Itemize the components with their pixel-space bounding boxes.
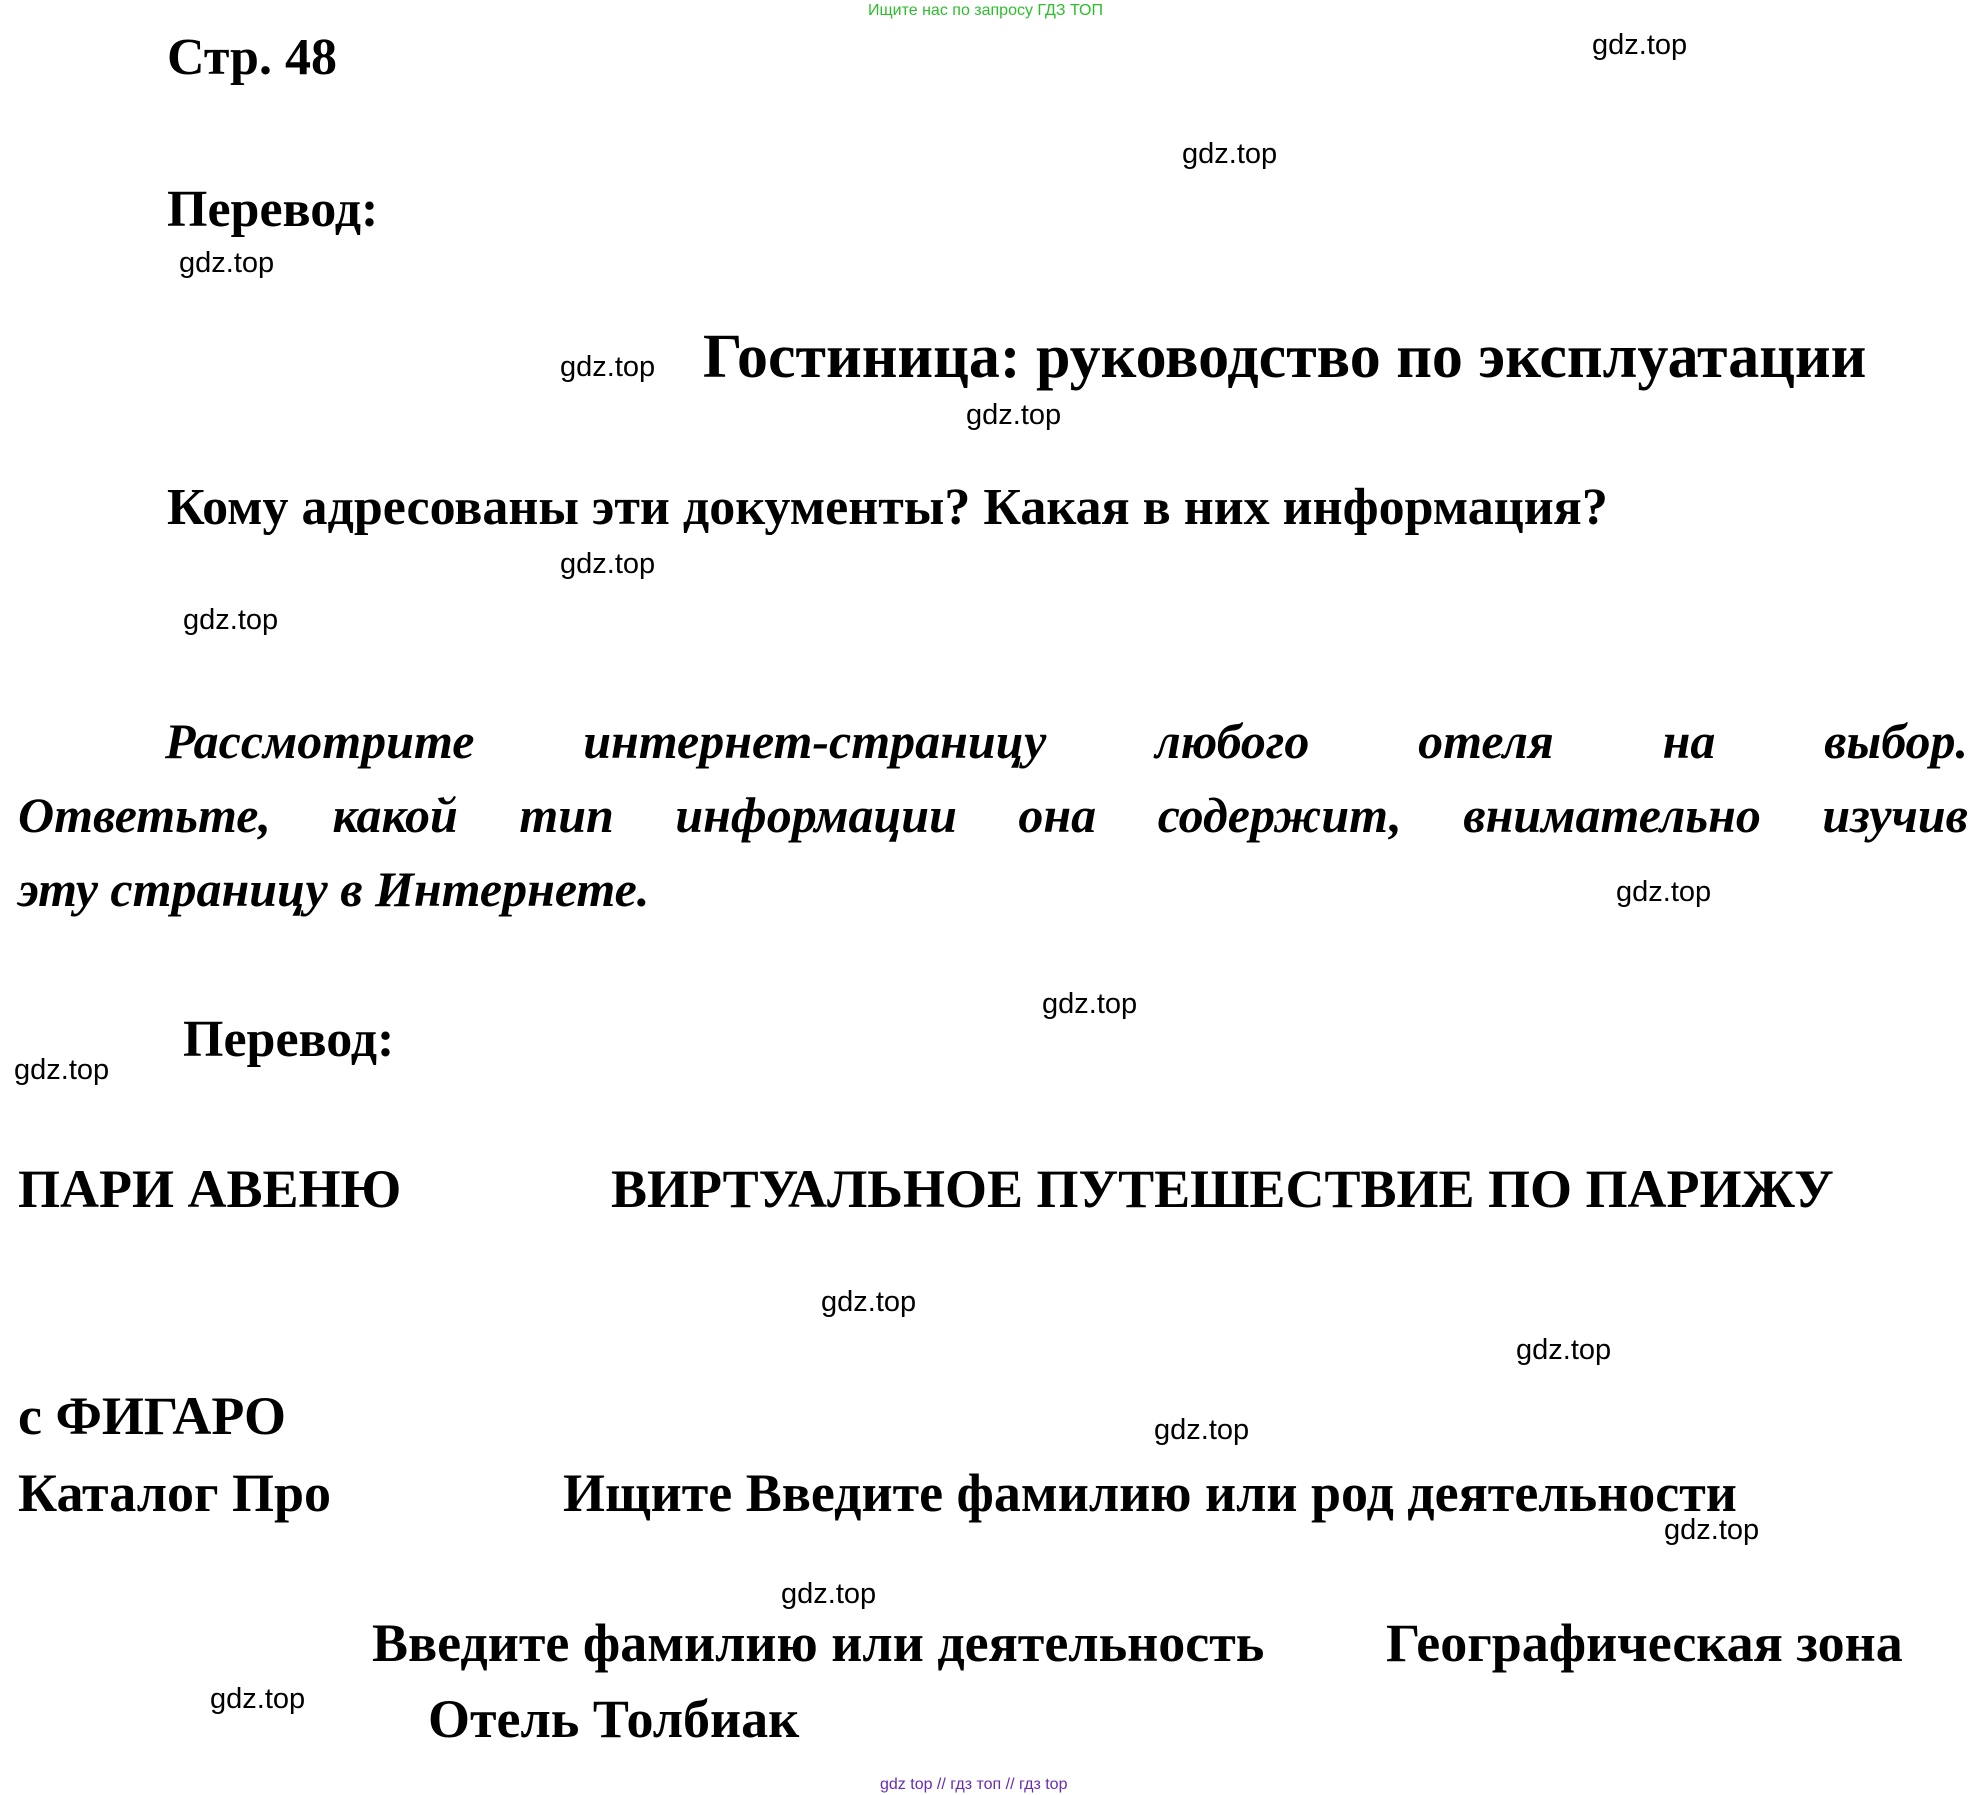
watermark-text: gdz.top <box>210 1683 306 1715</box>
top-banner: Ищите нас по запросу ГДЗ ТОП <box>868 2 1103 19</box>
watermark-text: gdz.top <box>1592 29 1688 61</box>
site-hotel: Отель Толбиак <box>428 1689 800 1749</box>
site-search-prompt: Ищите Введите фамилию или род деятельности <box>563 1463 1737 1523</box>
watermark-text: gdz.top <box>1154 1414 1250 1446</box>
watermark-text: gdz.top <box>1042 988 1138 1020</box>
watermark-text: gdz.top <box>1516 1334 1612 1366</box>
watermark-text: gdz.top <box>560 351 656 383</box>
watermark-text: gdz.top <box>781 1578 877 1610</box>
translation-label: Перевод: <box>167 181 379 238</box>
site-name-field: Введите фамилию или деятельность <box>372 1613 1265 1673</box>
task-line: эту страницу в Интернете. <box>18 861 650 917</box>
watermark-text: gdz.top <box>14 1054 110 1086</box>
bottom-banner: gdz top // гдз топ // гдз top <box>880 1776 1068 1793</box>
watermark-text: gdz.top <box>183 604 279 636</box>
task-line: Ответьте, какой тип информации она содержит, внимательно изучив <box>18 787 1968 843</box>
watermark-text: gdz.top <box>966 399 1062 431</box>
translation-label: Перевод: <box>183 1011 395 1068</box>
site-brand: ПАРИ АВЕНЮ <box>18 1159 402 1219</box>
question: Кому адресованы эти документы? Какая в них информация? <box>167 479 1608 536</box>
watermark-text: gdz.top <box>560 548 656 580</box>
site-partner: с ФИГАРО <box>18 1386 286 1446</box>
page-number: Стр. 48 <box>167 29 337 86</box>
watermark-text: gdz.top <box>821 1286 917 1318</box>
task-line: Рассмотрите интернет-страницу любого отеля на выбор. <box>165 713 1968 769</box>
watermark-text: gdz.top <box>1616 876 1712 908</box>
page-title: Гостиница: руководство по эксплуатации <box>703 323 1867 391</box>
site-geo-field: Географическая зона <box>1386 1613 1903 1673</box>
site-tagline: ВИРТУАЛЬНОЕ ПУТЕШЕСТВИЕ ПО ПАРИЖУ <box>611 1159 1834 1219</box>
watermark-text: gdz.top <box>1182 138 1278 170</box>
watermark-text: gdz.top <box>179 247 275 279</box>
site-catalog: Каталог Про <box>18 1463 332 1523</box>
watermark-text: gdz.top <box>1664 1514 1760 1546</box>
